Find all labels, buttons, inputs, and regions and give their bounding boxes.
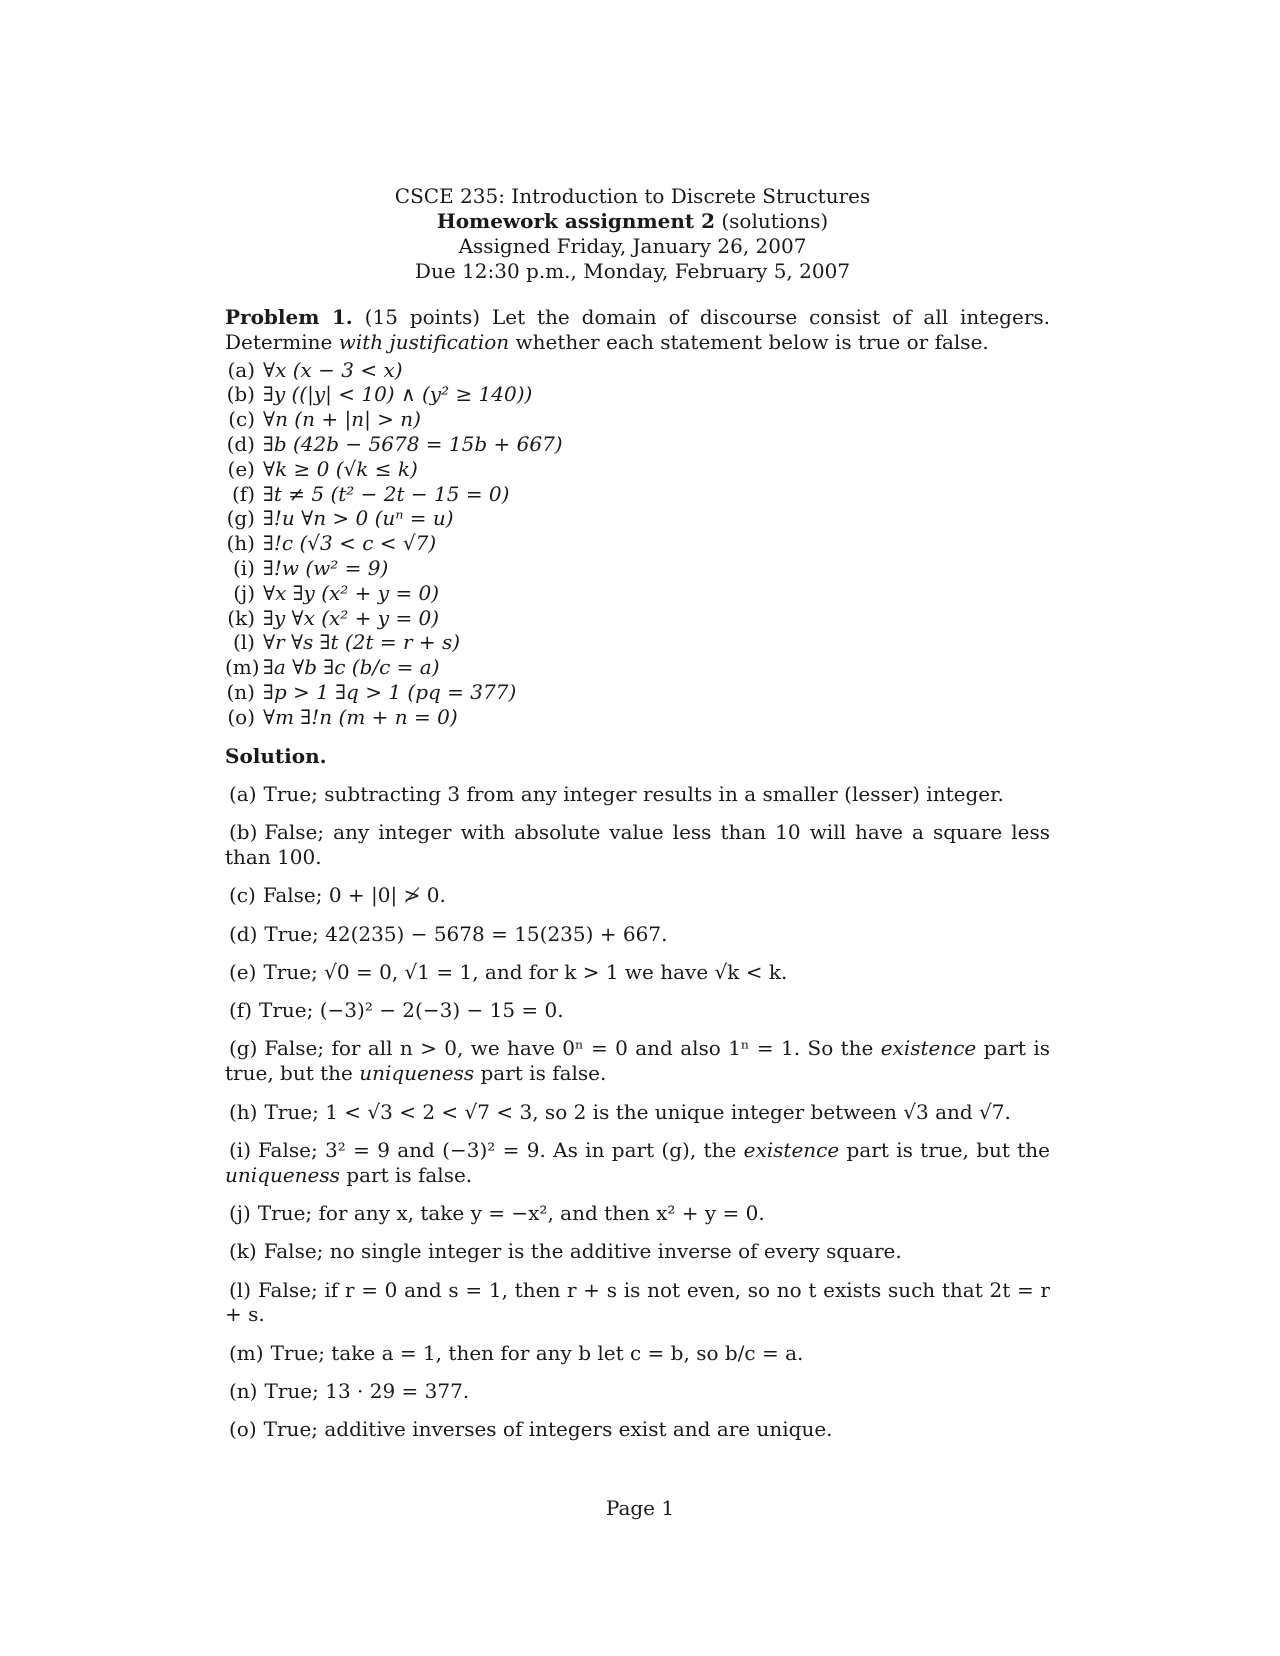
statement-label: (m) [225,655,260,680]
answer-text: True; additive inverses of integers exist and are unique. [263,1417,833,1442]
statement-item [225,382,1050,407]
statement-label: (c) [228,407,255,432]
answer-list [225,782,1050,1442]
answer-emphasis: existence [880,1036,977,1061]
answer-label: (i) [229,1137,252,1162]
problem-text-a: (15 points) Let the domain of discourse consist of all integers. Determine [225,305,1050,354]
statement-item [225,358,1050,383]
statement-item [225,506,1050,531]
answer-label: (f) [229,998,253,1023]
assignment-title-rest: (solutions) [715,209,829,233]
statement-item [225,606,1050,631]
statement-label: (e) [227,456,255,481]
answer-text: part is false. [474,1061,607,1086]
answer-text: True; (−3)² − 2(−3) − 15 = 0. [259,998,564,1023]
answer-text: True; √0 = 0, √1 = 1, and for k > 1 we have √k < k. [263,959,788,984]
answer-text: part is true, but the [839,1137,1050,1162]
due-date: Due 12:30 p.m., Monday, February 5, 2007 [414,259,851,283]
answer-item [225,1379,1050,1404]
statement-item [225,432,1050,457]
answer-label: (d) [229,921,258,946]
assignment-title [215,209,1050,234]
statement-formula: ∃t ≠ 5 (t² − 2t − 15 = 0) [263,481,510,506]
answer-label: (m) [229,1340,264,1365]
answer-item [225,1201,1050,1226]
answer-label: (o) [229,1417,257,1442]
answer-item [225,1239,1050,1264]
statement-formula: ∀x ∃y (x² + y = 0) [263,580,440,605]
statement-item [225,482,1050,507]
answer-label: (a) [229,781,257,806]
answer-item [225,1417,1050,1442]
answer-item [225,998,1050,1023]
statement-label: (o) [227,704,255,729]
statement-item [225,457,1050,482]
answer-text: part is false. [339,1162,473,1187]
answer-label: (j) [229,1200,251,1225]
statement-formula: ∀x (x − 3 < x) [263,357,403,382]
statement-item [225,407,1050,432]
answer-text: True; 1 < √3 < 2 < √7 < 3, so 2 is the unique integer between √3 and √7. [264,1099,1011,1124]
assignment-title-bold: Homework assignment 2 [436,209,715,233]
problem-text-emph: with justification [338,329,510,354]
answer-text: True; subtracting 3 from any integer results in a smaller (lesser) integer. [263,781,1004,806]
answer-label: (n) [229,1378,258,1403]
answer-text: True; for any x, take y = −x², and then x² + y = 0. [257,1200,765,1225]
answer-item [225,883,1050,908]
statement-formula: ∃y ((|y| < 10) ∧ (y² ≥ 140)) [263,382,533,407]
statement-label: (k) [227,605,255,630]
statement-formula: ∃!w (w² = 9) [263,555,389,580]
answer-emphasis: uniqueness [359,1061,475,1086]
answer-text: False; 0 + |0| ≯ 0. [262,883,446,908]
statement-item [225,531,1050,556]
answer-item [225,820,1050,870]
statement-formula: ∃!c (√3 < c < √7) [263,531,437,556]
statement-label: (b) [226,382,255,407]
page-number: Page 1 [605,1496,675,1520]
statement-label: (i) [232,555,255,580]
answer-item [225,922,1050,947]
answer-item [225,1036,1050,1086]
answer-text: True; 42(235) − 5678 = 15(235) + 667. [264,921,668,946]
statement-list [225,358,1050,730]
statement-label: (h) [226,531,255,556]
statement-label: (a) [227,357,255,382]
statement-formula: ∃y ∀x (x² + y = 0) [263,605,440,630]
answer-label: (e) [229,959,257,984]
document-header [215,184,1050,284]
answer-text: True; take a = 1, then for any b let c = b, so b/c = a. [270,1340,804,1365]
statement-item [225,705,1050,730]
statement-formula: ∀r ∀s ∃t (2t = r + s) [263,630,461,655]
statement-item [225,655,1050,680]
statement-formula: ∃!u ∀n > 0 (uⁿ = u) [263,506,454,531]
answer-item [225,782,1050,807]
answer-text: False; if r = 0 and s = 1, then r + s is not even, so no t exists such that 2t = r + s. [225,1277,1050,1327]
answer-item [225,1100,1050,1125]
answer-item [225,1341,1050,1366]
answer-label: (l) [229,1277,252,1302]
statement-item [225,630,1050,655]
statement-formula: ∀n (n + |n| > n) [263,407,421,432]
statement-formula: ∀m ∃!n (m + n = 0) [263,704,458,729]
answer-item [225,960,1050,985]
answer-label: (h) [229,1099,258,1124]
answer-label: (k) [229,1239,257,1264]
assigned-date: Assigned Friday, January 26, 2007 [458,234,807,258]
answer-text: False; for all n > 0, we have 0ⁿ = 0 and also 1ⁿ = 1. So the [264,1036,881,1061]
answer-label: (b) [229,820,258,845]
statement-label: (f) [231,481,255,506]
statement-label: (d) [226,431,255,456]
solution-title: Solution. [225,743,327,768]
answer-text: False; no single integer is the additive inverse of every square. [263,1239,902,1264]
course-title: CSCE 235: Introduction to Discrete Structures [394,184,871,208]
statement-label: (g) [226,506,255,531]
answer-text: False; 3² = 9 and (−3)² = 9. As in part (g), the [258,1137,744,1162]
problem-text-b: whether each statement below is true or false. [509,329,989,354]
answer-item [225,1138,1050,1188]
answer-text: part is true, but the [225,1036,1050,1086]
statement-formula: ∃p > 1 ∃q > 1 (pq = 377) [263,679,517,704]
problem-title: Problem 1. [225,305,353,329]
answer-text: False; any integer with absolute value less than 10 will have a square less than 100. [225,820,1050,869]
answer-label: (c) [229,883,256,908]
statement-label: (j) [233,580,255,605]
statement-item [225,680,1050,705]
statement-formula: ∃a ∀b ∃c (b/c = a) [263,655,440,680]
answer-emphasis: uniqueness [225,1162,340,1187]
answer-text: True; 13 · 29 = 377. [264,1378,470,1403]
problem-statement [225,305,1050,355]
statement-item [225,581,1050,606]
statement-formula: ∀k ≥ 0 (√k ≤ k) [263,456,418,481]
statement-item [225,556,1050,581]
answer-label: (g) [229,1036,258,1061]
answer-emphasis: existence [743,1137,840,1162]
document-page [225,184,1050,1442]
answer-item [225,1278,1050,1328]
statement-label: (n) [226,679,255,704]
statement-formula: ∃b (42b − 5678 = 15b + 667) [263,431,563,456]
statement-label: (l) [232,630,255,655]
